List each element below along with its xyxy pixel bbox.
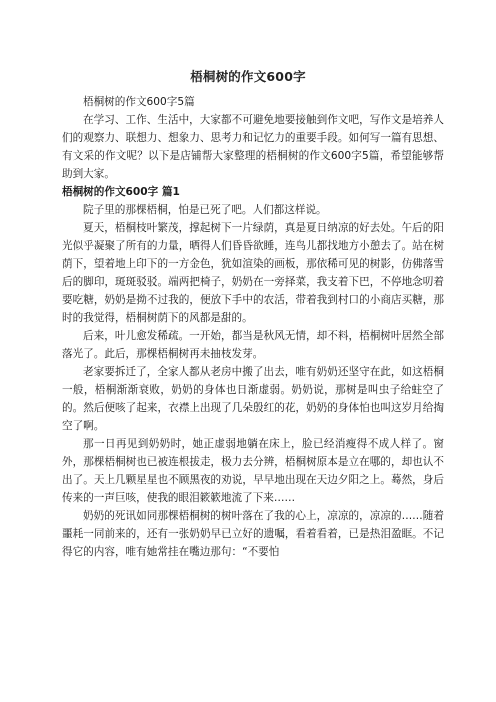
- paragraph: 后来，叶儿愈发稀疏。一开始，都当是秋风无情，却不料，梧桐树叶居然全部落光了。此后，那棵梧桐树再未抽枝发芽。: [62, 330, 444, 360]
- section-heading: 梧桐树的作文600字 篇1: [62, 186, 180, 198]
- paragraph: 院子里的那棵梧桐，怕是已死了吧。人们都这样说。: [83, 204, 327, 216]
- document-title: 梧桐树的作文600字: [190, 69, 306, 84]
- paragraph: 梧桐树的作文600字5篇: [83, 96, 195, 108]
- paragraph: 夏天，梧桐枝叶繁茂，撑起树下一片绿荫，真是夏日纳凉的好去处。午后的阳光似乎凝聚了所有的力量，晒得人们昏昏欲睡，连鸟儿都找地方小憩去了。站在树荫下，望着地上印下的一方金色，犹如渲染的画板，那依稀可见的树影，仿佛落雪后的脚印，斑斑驳驳。端两把椅子，奶奶在一旁择菜，我支着下巴，不停地念叨着要吃糖，奶奶是拗不过我的，便放下手中的农活，带着我到村口的小商店买糖，那时的我觉得，梧桐树荫下的风都是甜的。: [62, 222, 444, 324]
- paragraph: 在学习、工作、生活中，大家都不可避免地要接触到作文吧，写作文是培养人们的观察力、联想力、想象力、思考力和记忆力的重要手段。如何写一篇有思想、有文采的作文呢？以下是店铺帮大家整理的梧桐树的作文600字5篇，希望能够帮助到大家。: [62, 114, 444, 180]
- paragraph: 老家要拆迁了，全家人都从老房中搬了出去，唯有奶奶还坚守在此，如这梧桐一般，梧桐渐渐衰败，奶奶的身体也日渐虚弱。奶奶说，那树是叫虫子给蛀空了的。然后便咳了起来，衣襟上出现了几朵殷红的花，奶奶的身体怕也叫这岁月给掏空了啊。: [62, 366, 444, 432]
- document-body: [62, 93, 444, 561]
- paragraph: 那一日再见到奶奶时，她正虚弱地躺在床上，脸已经消瘦得不成人样了。窗外，那棵梧桐树也已被连根拔走，极力去分辨，梧桐树原本是立在哪的，却也认不出了。天上几颗星星也不顾黑夜的劝说，早早地出现在天边夕阳之上。蓦然，身后传来的一声巨咳，使我的眼泪簌簌地流了下来……: [62, 438, 444, 504]
- paragraph: 奶奶的死讯如同那棵梧桐树的树叶落在了我的心上，凉凉的，凉凉的……随着噩耗一同前来的，还有一张奶奶早已立好的遗嘱，看着看着，已是热泪盈眶。不记得它的内容，唯有她常挂在嘴边那句：“不要怕: [62, 510, 444, 558]
